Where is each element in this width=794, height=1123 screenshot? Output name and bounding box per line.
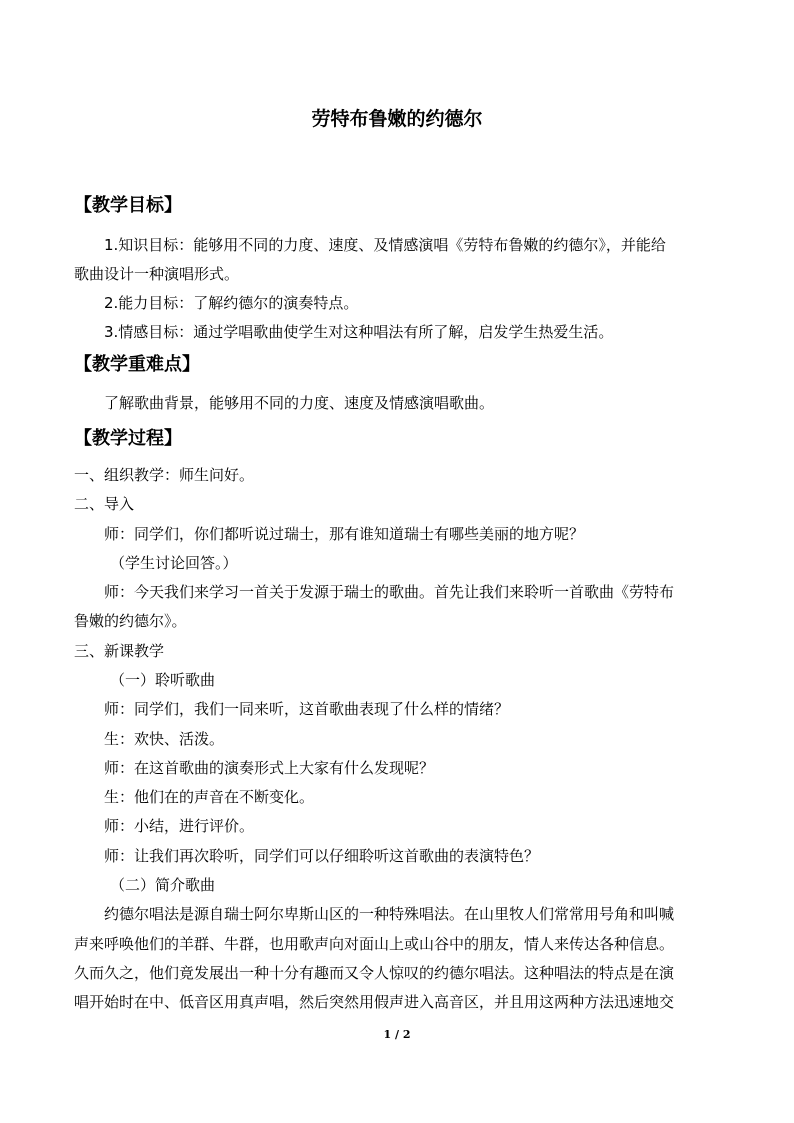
step-2-line-1: 师：同学们，你们都听说过瑞士，那有谁知道瑞士有哪些美丽的地方呢？ <box>104 525 585 543</box>
page-number: 1 / 2 <box>383 1028 411 1041</box>
subsection-2-title: （二）简介歌曲 <box>110 876 216 894</box>
subsection-1-line-4: 生：他们在的声音在不断变化。 <box>104 788 315 806</box>
step-2-line-4: 鲁嫩的约德尔》。 <box>74 612 187 630</box>
subsection-2-line-2: 声来呼唤他们的羊群、牛群，也用歌声向对面山上或山谷中的朋友，情人来传达各种信息。 <box>74 935 675 953</box>
goal-3: 3.情感目标：通过学唱歌曲使学生对这种唱法有所了解，启发学生热爱生活。 <box>104 323 614 341</box>
heading-teaching-goals: 【教学目标】 <box>74 195 182 216</box>
subsection-2-line-4: 唱开始时在中、低音区用真声唱，然后突然用假声进入高音区，并且用这两种方法迅速地交 <box>74 993 675 1011</box>
subsection-1-line-1: 师：同学们，我们一同来听，这首歌曲表现了什么样的情绪？ <box>104 700 510 718</box>
step-2-line-2: （学生讨论回答。） <box>110 554 238 572</box>
heading-teaching-process: 【教学过程】 <box>74 428 182 449</box>
subsection-1-line-2: 生：欢快、活泼。 <box>104 730 225 748</box>
goal-1-line-1: 1.知识目标：能够用不同的力度、速度、及情感演唱《劳特布鲁嫩的约德尔》，并能给 <box>104 236 666 254</box>
process-step-3: 三、新课教学 <box>74 642 165 660</box>
goal-2: 2.能力目标：了解约德尔的演奏特点。 <box>104 294 359 312</box>
subsection-1-title: （一）聆听歌曲 <box>110 671 216 689</box>
subsection-1-line-3: 师：在这首歌曲的演奏形式上大家有什么发现呢？ <box>104 759 435 777</box>
document-title: 劳特布鲁嫩的约德尔 <box>311 108 483 130</box>
process-step-1: 一、组织教学：师生问好。 <box>74 466 255 484</box>
subsection-2-line-1: 约德尔唱法是源自瑞士阿尔卑斯山区的一种特殊唱法。在山里牧人们常常用号角和叫喊 <box>104 905 675 923</box>
step-2-line-3: 师：今天我们来学习一首关于发源于瑞士的歌曲。首先让我们来聆听一首歌曲《劳特布 <box>104 583 675 601</box>
key-points-text: 了解歌曲背景，能够用不同的力度、速度及情感演唱歌曲。 <box>104 394 495 412</box>
subsection-1-line-6: 师：让我们再次聆听，同学们可以仔细聆听这首歌曲的表演特色？ <box>104 847 540 865</box>
subsection-2-line-3: 久而久之，他们竟发展出一种十分有趣而又令人惊叹的约德尔唱法。这种唱法的特点是在演 <box>74 964 675 982</box>
heading-key-points: 【教学重难点】 <box>74 354 200 375</box>
goal-1-line-2: 歌曲设计一种演唱形式。 <box>74 265 240 283</box>
process-step-2: 二、导入 <box>74 495 135 513</box>
subsection-1-line-5: 师：小结，进行评价。 <box>104 817 255 835</box>
